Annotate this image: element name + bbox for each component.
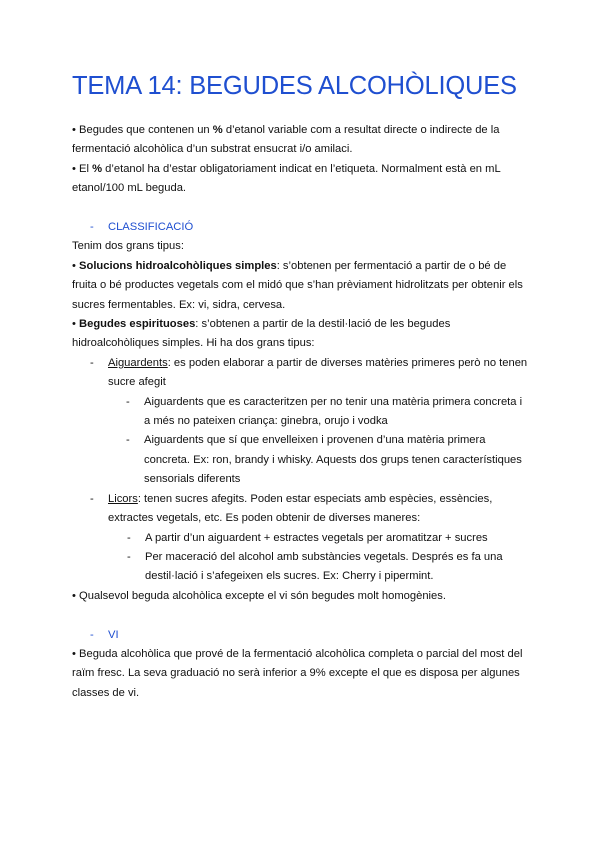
section-heading-text: VI <box>108 628 119 641</box>
dash-marker: - <box>90 356 94 369</box>
dash-marker: - <box>126 434 130 447</box>
classification-intro: Tenim dos grans tipus: <box>72 240 184 253</box>
bold-span: % <box>212 124 223 136</box>
vi-paragraph: • Beguda alcohòlica que prové de la fermentació alcohòlica completa o parcial del most del raïm fresc. La seva graduació no serà inferior a 9% excepte el que es disposa per algunes classes de vi. <box>72 647 523 699</box>
sub-list-item <box>72 529 530 548</box>
bullet: • <box>72 259 80 272</box>
sub-list-item-text: Aiguardents que sí que envelleixen i provenen d’una matèria primera concreta. Ex: ron, brandy i whisky. Aquests dos grups tenen característiques sensorials diferents <box>144 434 522 486</box>
dash-marker: - <box>126 395 130 408</box>
section-heading-classificacio <box>72 218 530 237</box>
bold-term: Solucions hidroalcohòliques simples <box>79 259 277 272</box>
intro-paragraph-1 <box>72 121 530 160</box>
page-title: TEMA 14: BEGUDES ALCOHÒLIQUES <box>72 72 517 100</box>
text-span: d’etanol variable com a resultat directe o indirecte de la fermentació alcohòlica d’un substrat ensucrat i/o amilaci. <box>72 124 500 156</box>
paragraph-espirituoses <box>72 315 530 354</box>
sub-list-item-text: Aiguardents que es caracteritzen per no tenir una matèria primera concreta i a més no pateixen criança: ginebra, orujo i vodka <box>144 395 523 428</box>
text-span: : es poden elaborar a partir de diverses matèries primeres però no tenen sucre afegit <box>108 356 528 389</box>
bold-term: Begudes espirituoses <box>79 318 196 331</box>
sub-list-item-text: Per maceració del alcohol amb substàncies vegetals. Després es fa una destil·lació i s’afegeixen els sucres. Ex: Cherry i pipermint. <box>145 550 503 583</box>
document-body <box>72 121 530 703</box>
dash-marker: - <box>127 550 131 563</box>
underlined-term: Aiguardents <box>108 356 168 369</box>
list-item-aiguardents <box>72 354 530 393</box>
dash-marker: - <box>90 628 94 641</box>
dash-marker: - <box>90 492 94 505</box>
bullet: • <box>72 318 80 331</box>
dash-marker: - <box>127 531 131 544</box>
underlined-term: Licors <box>108 492 138 505</box>
paragraph-simples <box>72 257 530 315</box>
section-heading-vi <box>72 626 530 645</box>
list-item-text <box>108 490 530 529</box>
bold-span: % <box>92 162 103 175</box>
paragraph-text: : s’obtenen per fermentació a partir de o bé de fruita o bé productes vegetals com el midó que s’han prèviament hidrolitzats per obtenir els sucres fermentables. Ex: vi, sidra, cervesa. <box>72 259 523 311</box>
sub-list-item <box>72 393 530 432</box>
paragraph-text: : s’obtenen a partir de la destil·lació de les begudes hidroalcohòliques simples. Hi ha dos grans tipus: <box>72 318 451 350</box>
sub-list-item-text: A partir d’un aiguardent + estractes vegetals per aromatitzar + sucres <box>145 531 488 544</box>
classification-outro: • Qualsevol beguda alcohòlica excepte el vi són begudes molt homogènies. <box>72 589 446 602</box>
sub-list-item <box>72 431 530 489</box>
text-span: • Begudes que contenen un <box>72 124 213 136</box>
text-span: d’etanol ha d’estar obligatoriament indicat en l’etiqueta. Normalment està en mL etanol/100 mL beguda. <box>72 162 501 195</box>
list-item-licors <box>72 490 530 529</box>
text-span: • El <box>72 162 93 175</box>
intro-paragraph-2 <box>72 160 530 199</box>
text-span: : tenen sucres afegits. Poden estar especiats amb espècies, essències, extractes vegetals, etc. Es poden obtenir de diverses maneres: <box>108 492 493 525</box>
section-heading-text: CLASSIFICACIÓ <box>108 221 194 234</box>
dash-marker: - <box>90 221 94 234</box>
sub-list-item <box>72 548 530 587</box>
list-item-text <box>108 354 530 393</box>
